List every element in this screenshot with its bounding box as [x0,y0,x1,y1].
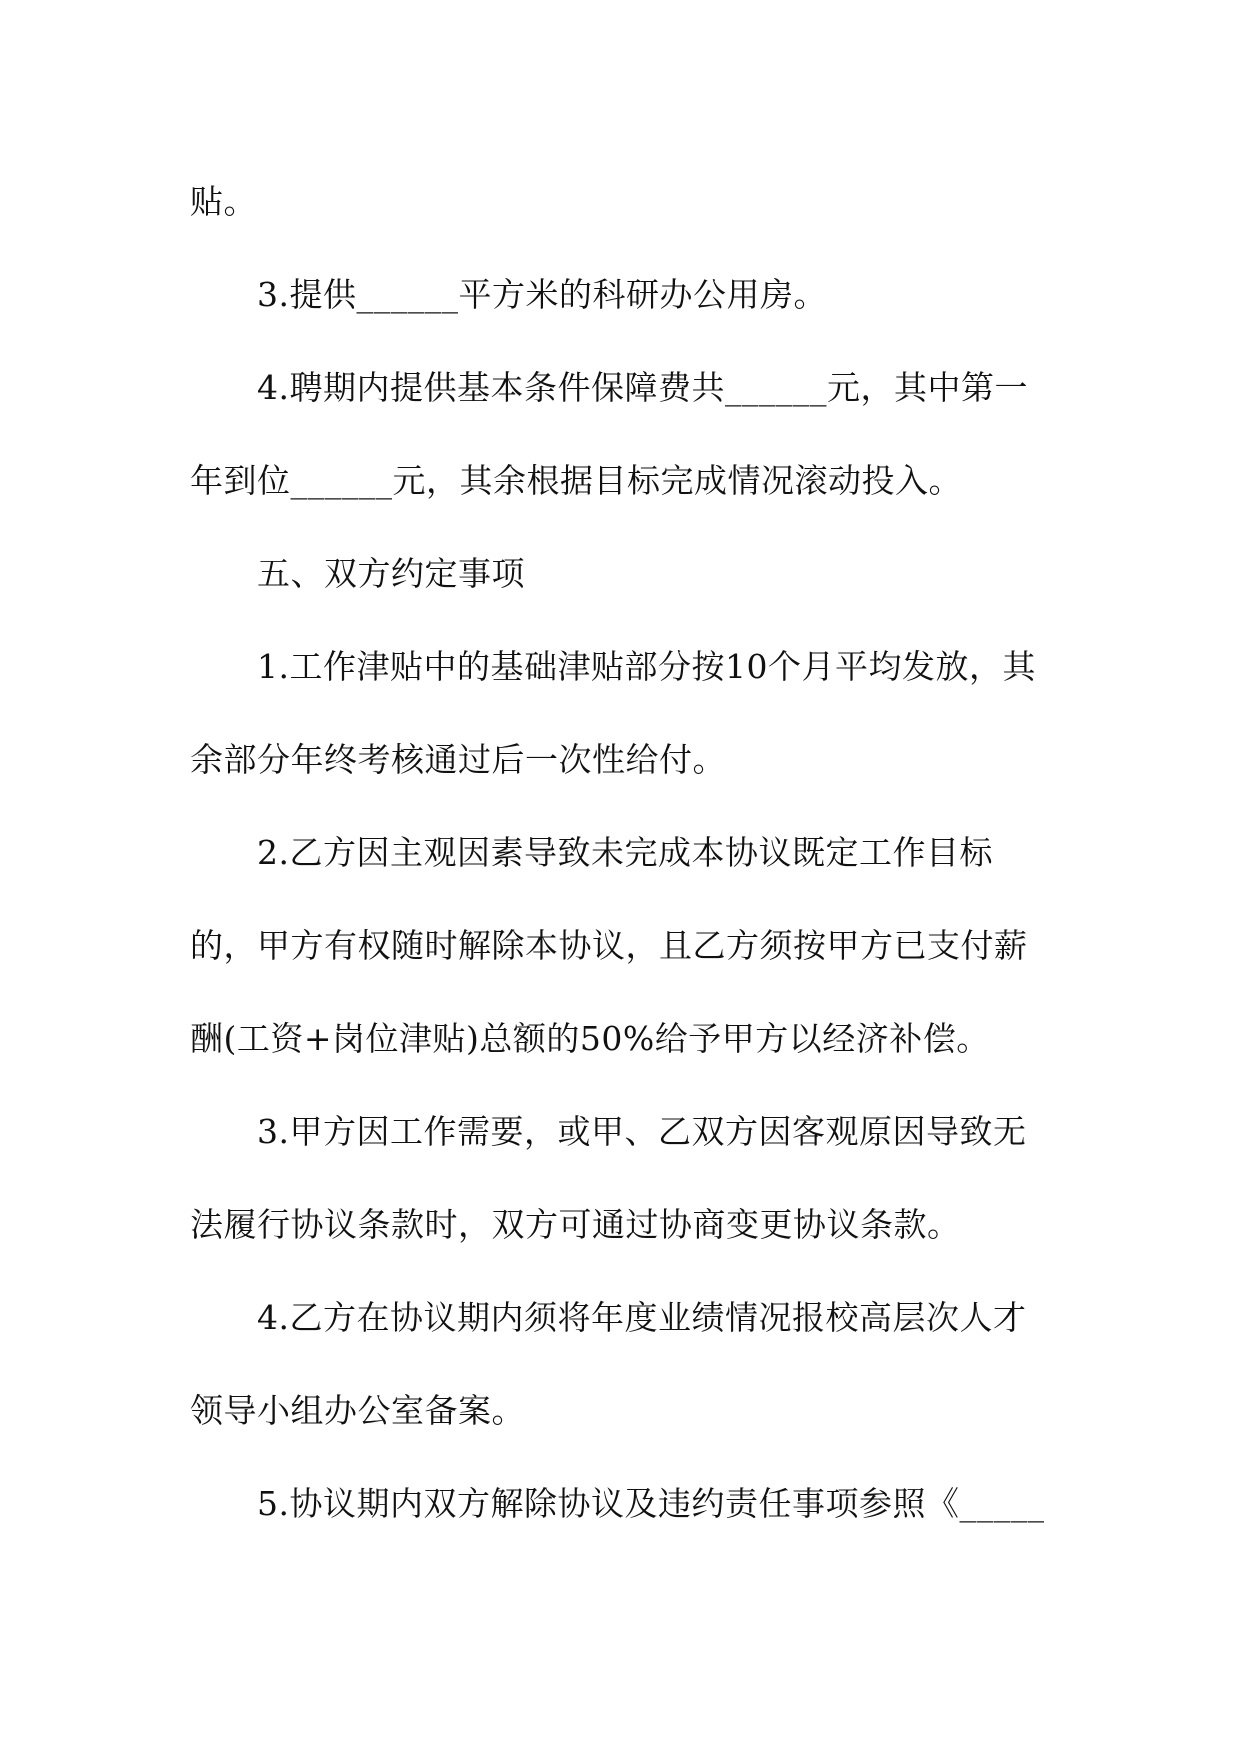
text-line: 余部分年终考核通过后一次性给付。 [190,740,726,779]
text-line: 贴。 [190,182,257,221]
section-heading: 五、双方约定事项 [257,554,525,593]
text-line: 领导小组办公室备案。 [190,1391,525,1430]
text-line: 4.聘期内提供基本条件保障费共______元，其中第一 [257,368,1028,407]
text-line: 2.乙方因主观因素导致未完成本协议既定工作目标 [257,833,993,872]
text-line: 1.工作津贴中的基础津贴部分按10个月平均发放，其 [257,647,1036,686]
text-line: 4.乙方在协议期内须将年度业绩情况报校高层次人才 [257,1298,1027,1337]
text-line: 3.提供______平方米的科研办公用房。 [257,275,827,314]
text-line: 法履行协议条款时，双方可通过协商变更协议条款。 [190,1205,961,1244]
text-line: 3.甲方因工作需要，或甲、乙双方因客观原因导致无 [257,1112,1027,1151]
text-line: 的，甲方有权随时解除本协议，且乙方须按甲方已支付薪 [190,926,1028,965]
text-line: 年到位______元，其余根据目标完成情况滚动投入。 [190,461,962,500]
text-line: 5.协议期内双方解除协议及违约责任事项参照《_____ [257,1484,1045,1523]
text-line: 酬(工资+岗位津贴)总额的50%给予甲方以经济补偿。 [190,1019,990,1058]
